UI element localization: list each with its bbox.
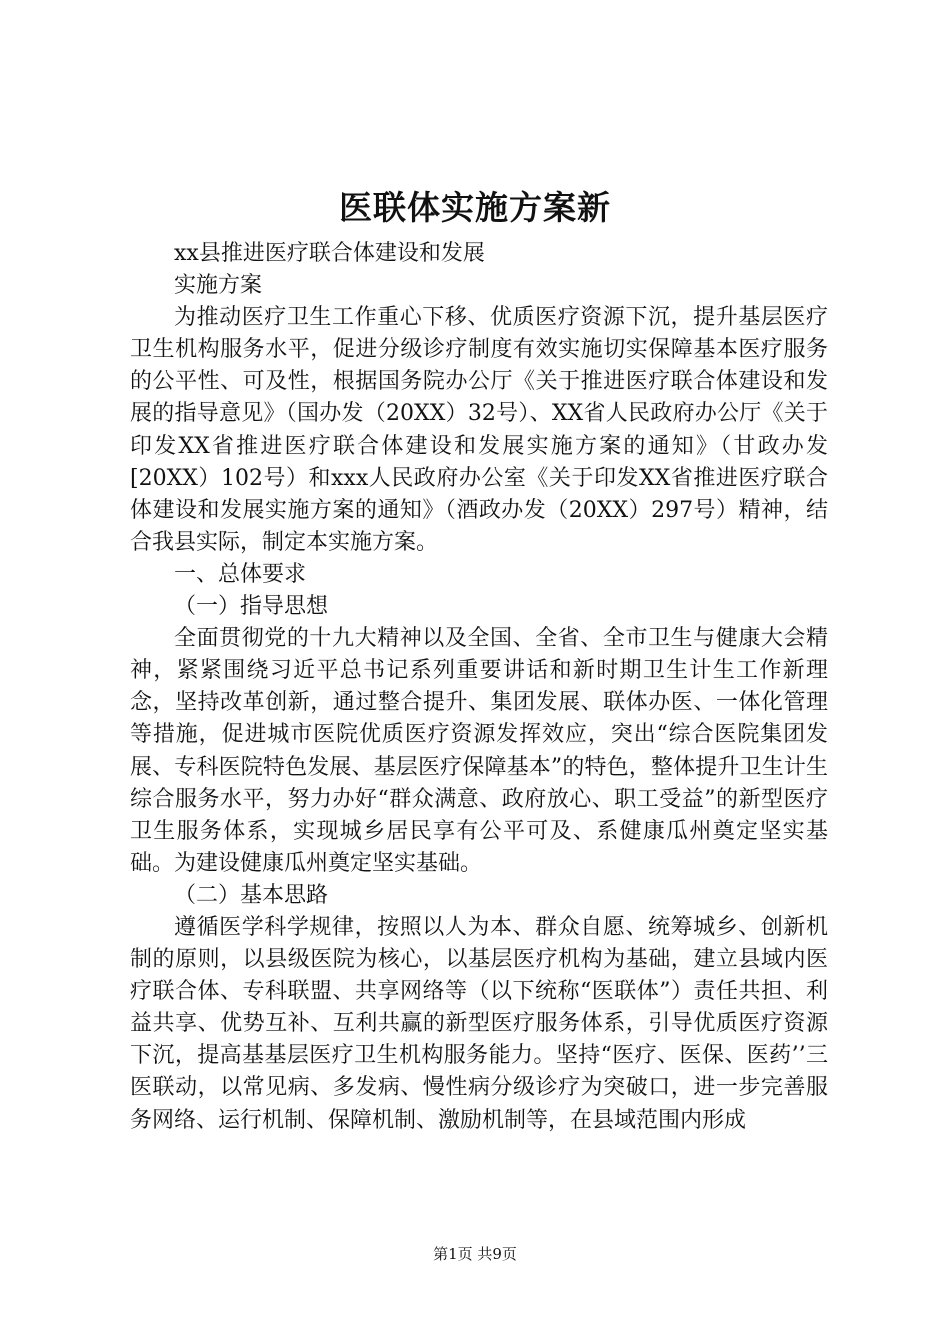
document-body [130,238,828,1137]
subsection-heading: （二）基本思路 [174,882,329,908]
body-paragraph: 遵循医学科学规律，按照以人为本、群众自愿、统筹城乡、创新机制的原则，以县级医院为核心，以基层医疗机构为基础，建立县域内医疗联合体、专科联盟、共享网络等（以下统称“医联体”）责任共担、利益共享、优势互补、互利共赢的新型医疗服务体系，引导优质医疗资源下沉，提高基基层医疗卫生机构服务能力。坚持“医疗、医保、医药’’三医联动，以常见病、多发病、慢性病分级诊疗为突破口，进一步完善服务网络、运行机制、保障机制、激励机制等，在县域范围内形成 [130,914,828,1133]
section-heading: 一、总体要求 [174,561,307,587]
body-paragraph: 全面贯彻党的十九大精神以及全国、全省、全市卫生与健康大会精神，紧紧围绕习近平总书记系列重要讲话和新时期卫生计生工作新理念，坚持改革创新，通过整合提升、集团发展、联体办医、一体化管理等措施，促进城市医院优质医疗资源发挥效应，突出“综合医院集团发展、专科医院特色发展、基层医疗保障基本”的特色，整体提升卫生计生综合服务水平，努力办好“群众满意、政府放心、职工受益”的新型医疗卫生服务体系，实现城乡居民享有公平可及、系健康瓜州奠定坚实基础。为建设健康瓜州奠定坚实基础。 [130,626,828,876]
subtitle-line: xx县推进医疗联合体建设和发展 [174,241,485,266]
document-title: 医联体实施方案新 [339,188,611,227]
subtitle-line: 实施方案 [174,273,263,299]
page-footer: 第1页 共9页 [433,1245,517,1263]
body-paragraph: 为推动医疗卫生工作重心下移、优质医疗资源下沉，提升基层医疗卫生机构服务水平，促进分级诊疗制度有效实施切实保障基本医疗服务的公平性、可及性，根据国务院办公厅《关于推进医疗联合体建设和发展的指导意见》（国办发（20XX）32号）、XX省人民政府办公厅《关于印发XX省推进医疗联合体建设和发展实施方案的通知》（甘政办发[20XX）102号）和xxx人民政府办公室《关于印发XX省推进医疗联合体建设和发展实施方案的通知》（酒政办发（20XX）297号）精神，结合我县实际，制定本实施方案。 [130,305,828,555]
subsection-heading: （一）指导思想 [174,594,329,620]
